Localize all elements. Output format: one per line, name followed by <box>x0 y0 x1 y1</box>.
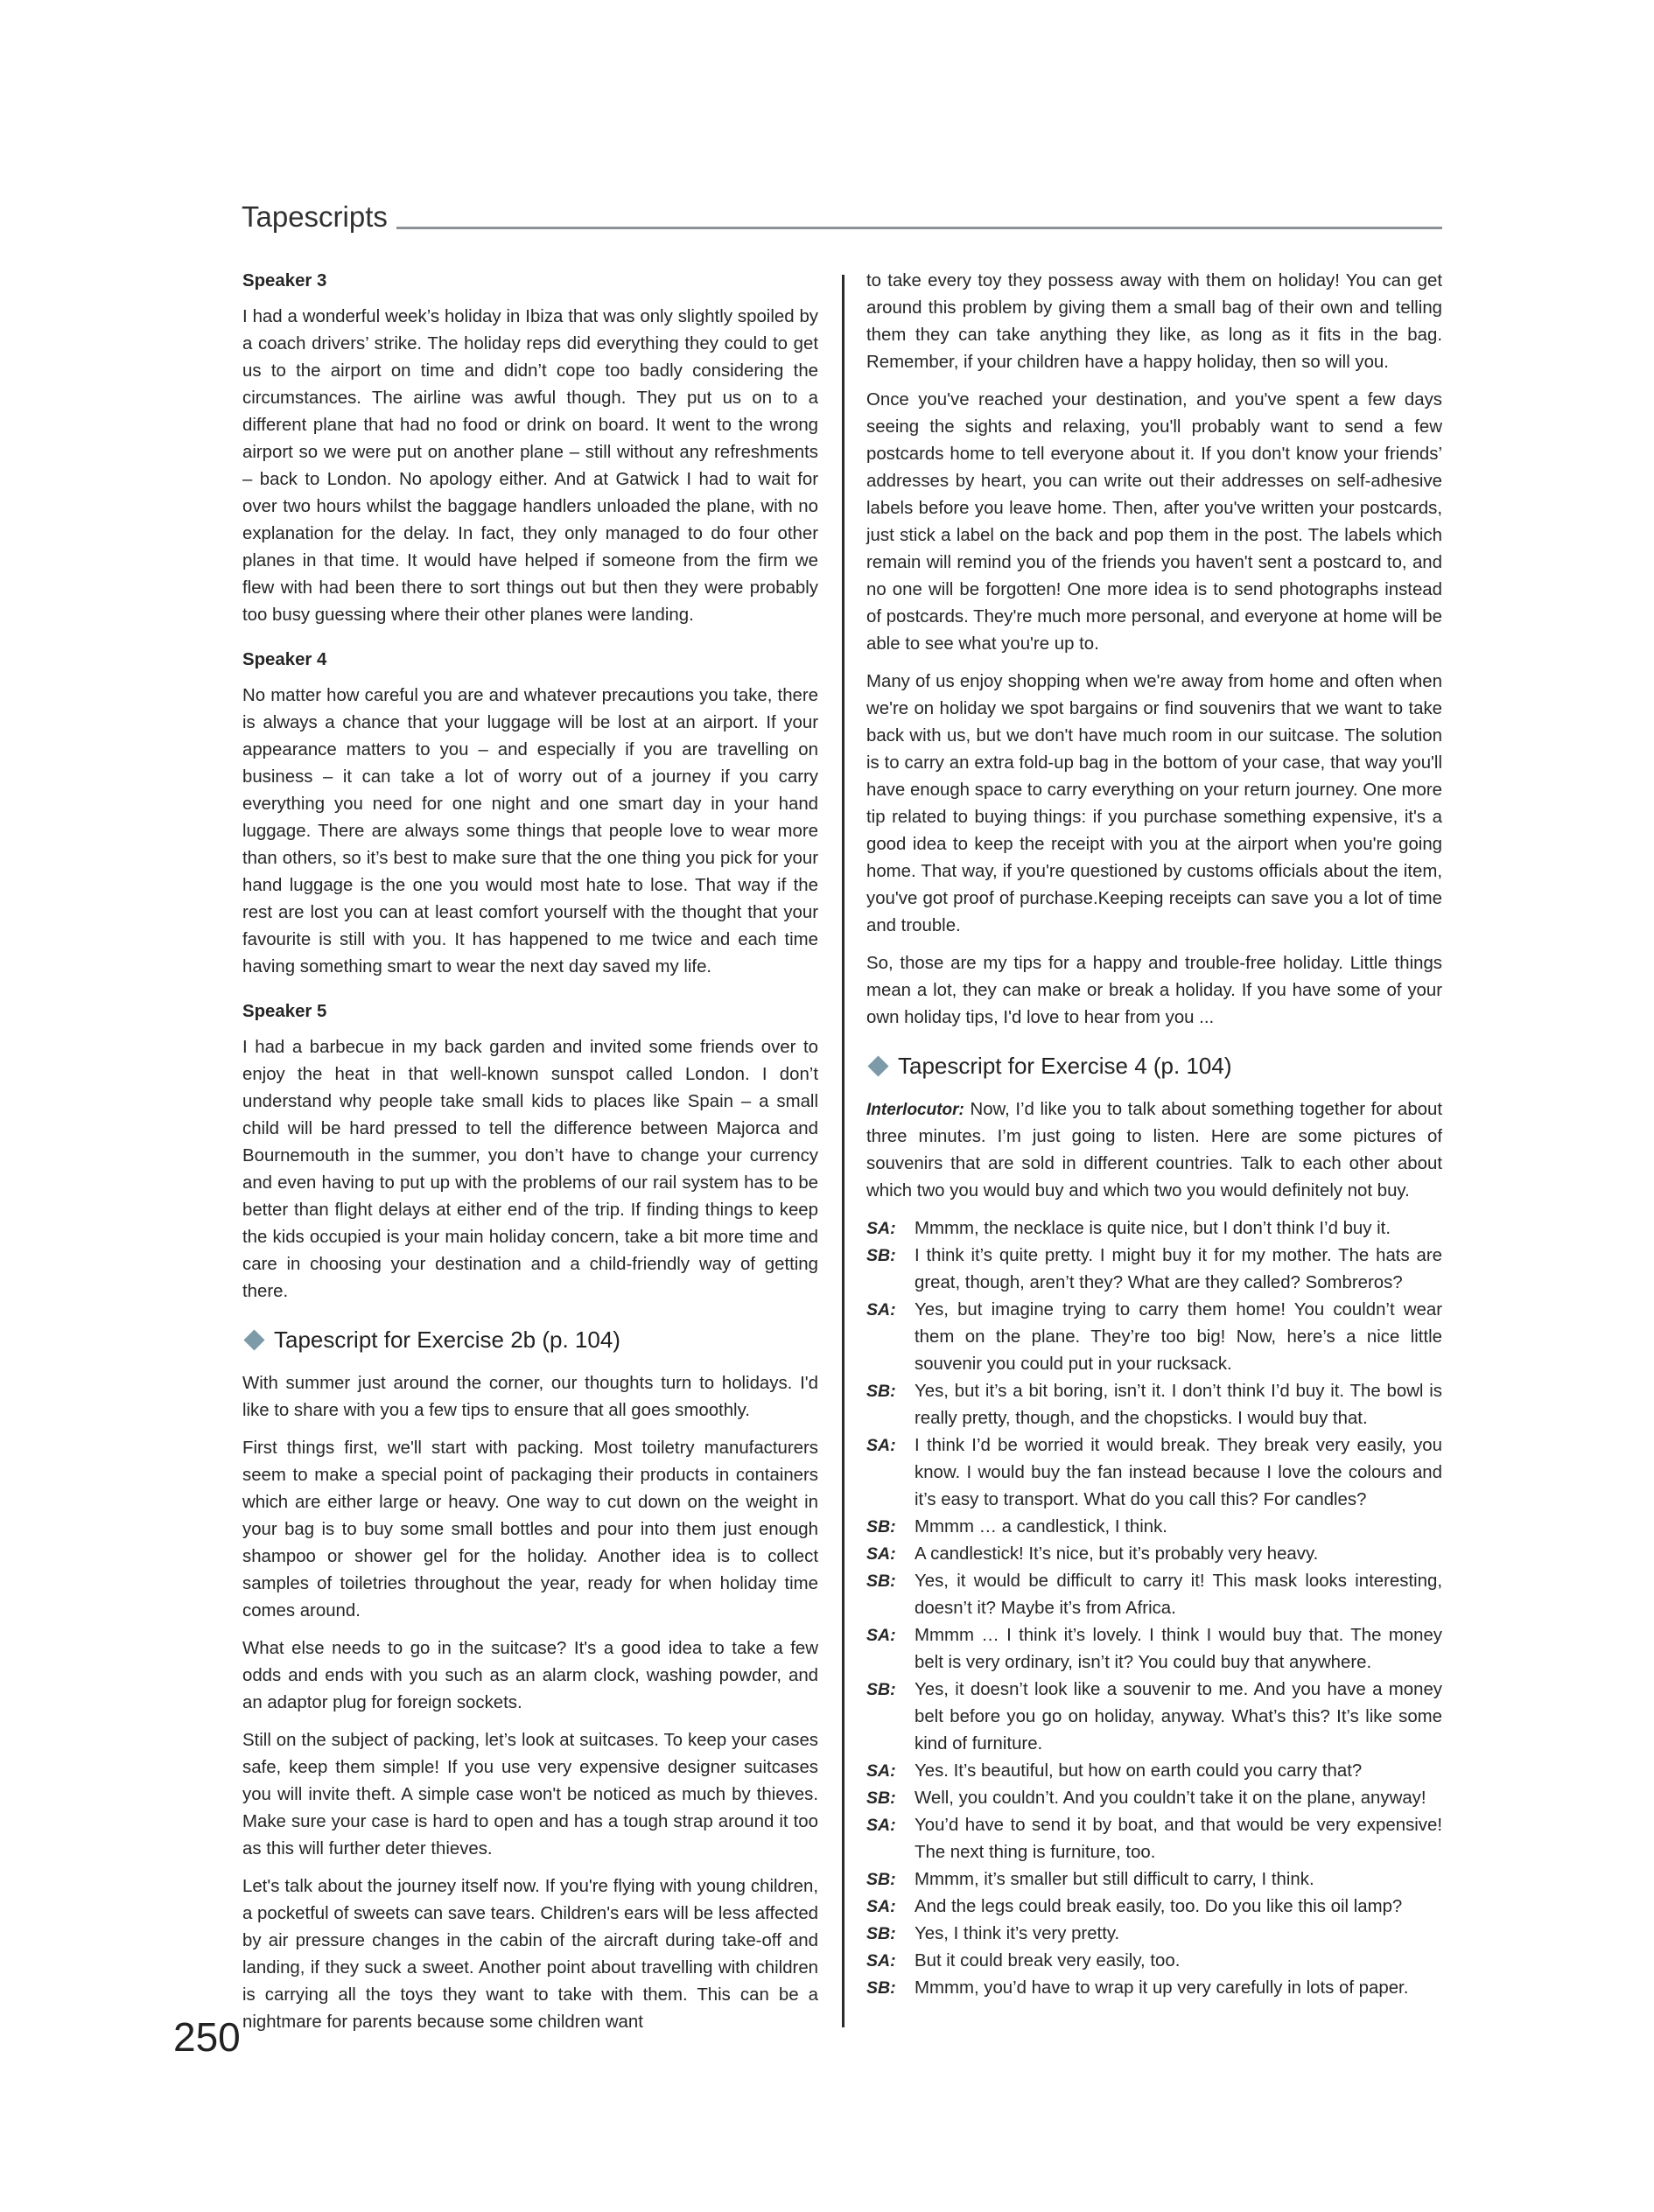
dialogue-text: Yes, but imagine trying to carry them home! You couldn’t wear them on the plane. They’re too big! Now, here’s a nice little souvenir you could put in your rucksack. <box>915 1300 1442 1374</box>
dialogue-text: Yes. It’s beautiful, but how on earth could you carry that? <box>915 1761 1363 1781</box>
dialogue-text: Mmmm … I think it’s lovely. I think I would buy that. The money belt is very ordinary, isn’t it? You could buy that anywhere. <box>915 1626 1442 1672</box>
dialogue-line <box>866 1758 1442 1785</box>
dialogue-speaker: SA: <box>866 1761 896 1781</box>
dialogue-text: Mmmm, the necklace is quite nice, but I don’t think I’d buy it. <box>915 1219 1391 1238</box>
dialogue-line <box>866 1242 1442 1297</box>
speaker-4-heading: Speaker 4 <box>242 650 327 669</box>
interlocutor-paragraph <box>866 1096 1442 1205</box>
dialogue-line <box>866 1948 1442 1975</box>
dialogue-line <box>866 1378 1442 1432</box>
dialogue-text: And the legs could break easily, too. Do you like this oil lamp? <box>915 1897 1403 1916</box>
dialogue-speaker: SB: <box>866 1382 896 1401</box>
dialogue-line <box>866 1541 1442 1568</box>
speaker-3-text: I had a wonderful week’s holiday in Ibiza that was only slightly spoiled by a coach drivers’ strike. The holiday reps did everything they could to get us to the airport on time and didn’t cope too badly considering the circumstances. The airline was awful though. They put us on to a different plane that had no food or drink on board. It went to the wrong airport so we were put on another plane – still without any refreshments – back to London. No apology either. And at Gatwick I had to wait for over two hours whilst the baggage handlers unloaded the plane, with no explanation for the delay. In fact, they only managed to do four other planes in that time. It would have helped if someone from the firm we flew with had been there to sort things out but then they were probably too busy guessing where their other planes were landing. <box>242 307 818 625</box>
dialogue-line <box>866 1975 1442 2002</box>
dialogue-line <box>866 1514 1442 1541</box>
dialogue-text: I think it’s quite pretty. I might buy it for my mother. The hats are great, though, aren’t they? What are they called? Sombreros? <box>915 1246 1442 1292</box>
dialogue-text: Yes, it doesn’t look like a souvenir to me. And you have a money belt before you go on holiday, anyway. What’s this? It’s like some kind of furniture. <box>915 1680 1442 1754</box>
diamond-bullet-icon <box>243 1329 264 1350</box>
dialogue-text: A candlestick! It’s nice, but it’s probably very heavy. <box>915 1544 1319 1564</box>
dialogue <box>866 1215 1442 2002</box>
dialogue-text: But it could break very easily, too. <box>915 1951 1181 1970</box>
exercise-2b-title: Tapescript for Exercise 2b (p. 104) <box>274 1326 620 1353</box>
dialogue-text: Yes, it would be difficult to carry it! This mask looks interesting, doesn’t it? Maybe it’s from Africa. <box>915 1572 1442 1618</box>
dialogue-speaker: SB: <box>866 1788 896 1808</box>
exercise-2b-paragraph: First things first, we'll start with packing. Most toiletry manufacturers seem to make a special point of packaging their products in containers which are either large or heavy. One way to cut down on the weight in your bag is to buy some small bottles and pour into them just enough shampoo or shower gel for the holiday. Another idea is to collect samples of toiletries throughout the year, ready for when holiday time comes around. <box>242 1438 818 1620</box>
dialogue-text: Mmmm … a candlestick, I think. <box>915 1517 1167 1536</box>
dialogue-line <box>866 1622 1442 1676</box>
dialogue-text: Mmmm, it’s smaller but still difficult to carry, I think. <box>915 1870 1314 1889</box>
dialogue-line <box>866 1568 1442 1622</box>
dialogue-speaker: SA: <box>866 1436 896 1455</box>
exercise-2b-continued-paragraph: to take every toy they possess away with them on holiday! You can get around this problem by giving them a small bag of their own and telling them they can take anything they like, as long as it fits in the bag. Remember, if your children have a happy holiday, then so will you. <box>866 271 1442 372</box>
dialogue-text: I think I’d be worried it would break. They break very easily, you know. I would buy the fan instead because I love the colours and it’s easy to transport. What do you call this? For candles? <box>915 1436 1442 1509</box>
dialogue-line <box>866 1297 1442 1378</box>
dialogue-speaker: SB: <box>866 1572 896 1591</box>
exercise-2b-paragraph: Let's talk about the journey itself now. If you're flying with young children, a pocketful of sweets can save tears. Children's ears will be less affected by air pressure changes in the cabin of the aircraft during take-off and landing, if they suck a sweet. Another point about travelling with children is carrying all the toys they want to take with them. This can be a nightmare for parents because some children want <box>242 1877 818 2032</box>
dialogue-line <box>866 1785 1442 1812</box>
dialogue-speaker: SB: <box>866 1517 896 1536</box>
page-title: Tapescripts <box>242 200 396 234</box>
dialogue-speaker: SA: <box>866 1219 896 1238</box>
page-header <box>242 194 1442 234</box>
dialogue-speaker: SA: <box>866 1951 896 1970</box>
dialogue-text: Yes, I think it’s very pretty. <box>915 1924 1120 1943</box>
dialogue-text: Well, you couldn’t. And you couldn’t take it on the plane, anyway! <box>915 1788 1426 1808</box>
dialogue-speaker: SB: <box>866 1870 896 1889</box>
exercise-2b-paragraph: With summer just around the corner, our thoughts turn to holidays. I'd like to share with you a few tips to ensure that all goes smoothly. <box>242 1374 818 1420</box>
dialogue-speaker: SA: <box>866 1300 896 1320</box>
left-column <box>242 268 818 2047</box>
exercise-2b-heading <box>242 1325 818 1354</box>
exercise-2b-continued-paragraph: So, those are my tips for a happy and trouble-free holiday. Little things mean a lot, they can make or break a holiday. If you have some of your own holiday tips, I'd love to hear from you ... <box>866 954 1442 1027</box>
exercise-2b-continued-paragraph: Many of us enjoy shopping when we're away from home and often when we're on holiday we spot bargains or find souvenirs that we want to take back with us, but we don't have much room in our suitcase. The solution is to carry an extra fold-up bag in the bottom of your case, that way you'll have enough space to carry everything on your return journey. One more tip related to buying things: if you purchase something expensive, it's a good idea to keep the receipt with you at the airport when you're going home. That way, if you're questioned by customs officials about the item, you've got proof of purchase.Keeping receipts can save you a lot of time and trouble. <box>866 672 1442 935</box>
dialogue-line <box>866 1812 1442 1866</box>
dialogue-speaker: SB: <box>866 1246 896 1265</box>
exercise-2b-paragraph: Still on the subject of packing, let’s look at suitcases. To keep your cases safe, keep them simple! If you use very expensive designer suitcases you will invite theft. A simple case won't be noticed as much by thieves. Make sure your case is hard to open and has a tough strap around it too as this will further deter thieves. <box>242 1731 818 1858</box>
page-number: 250 <box>173 2014 241 2060</box>
dialogue-line <box>866 1215 1442 1242</box>
dialogue-speaker: SB: <box>866 1680 896 1699</box>
dialogue-text: Yes, but it’s a bit boring, isn’t it. I don’t think I’d buy it. The bowl is really pretty, though, and the chopsticks. I would buy that. <box>915 1382 1442 1428</box>
exercise-2b-continued-paragraph: Once you've reached your destination, and you've spent a few days seeing the sights and relaxing, you'll probably want to send a few postcards home to tell everyone about it. If you don't know your friends’ addresses by heart, you can write out their addresses on self-adhesive labels before you leave home. Then, after you've written your postcards, just stick a label on the back and pop them in the post. The labels which remain will remind you of the friends you haven't sent a postcard to, and no one will be forgotten! One more idea is to send photographs instead of postcards. They're much more personal, and everyone at home will be able to see what you're up to. <box>866 390 1442 654</box>
dialogue-speaker: SA: <box>866 1897 896 1916</box>
dialogue-line <box>866 1894 1442 1921</box>
dialogue-speaker: SA: <box>866 1544 896 1564</box>
dialogue-speaker: SA: <box>866 1626 896 1645</box>
right-column <box>866 268 1442 2002</box>
dialogue-text: Mmmm, you’d have to wrap it up very carefully in lots of paper. <box>915 1978 1409 1998</box>
dialogue-speaker: SB: <box>866 1924 896 1943</box>
dialogue-line <box>866 1676 1442 1758</box>
diamond-bullet-icon <box>867 1055 888 1076</box>
interlocutor-text: Now, I’d like you to talk about something together for about three minutes. I’m just going to listen. Here are some pictures of souvenirs that are sold in different countries. Talk to each other about which two you would buy and which two you would definitely not buy. <box>866 1100 1442 1200</box>
dialogue-speaker: SB: <box>866 1978 896 1998</box>
exercise-4-heading <box>866 1051 1442 1081</box>
speaker-5-heading: Speaker 5 <box>242 1002 327 1021</box>
exercise-2b-paragraph: What else needs to go in the suitcase? It's a good idea to take a few odds and ends with you such as an alarm clock, washing powder, and an adaptor plug for foreign sockets. <box>242 1639 818 1712</box>
dialogue-line <box>866 1866 1442 1894</box>
dialogue-line <box>866 1921 1442 1948</box>
interlocutor-label: Interlocutor: <box>866 1101 964 1119</box>
dialogue-speaker: SA: <box>866 1816 896 1835</box>
column-divider <box>842 275 845 2027</box>
speaker-4-text: No matter how careful you are and whatever precautions you take, there is always a chance that your luggage will be lost at an airport. If your appearance matters to you – and especially if you are travelling on business – it can take a lot of worry out of a journey if you carry everything you need for one night and one smart day in your hand luggage. There are always some things that people love to wear more than others, so it’s best to make sure that the one thing you pick for your hand luggage is the one you would most hate to lose. That way if the rest are lost you can at least comfort yourself with the thought that your favourite is still with you. It has happened to me twice and each time having something smart to wear the next day saved my life. <box>242 686 818 976</box>
dialogue-line <box>866 1432 1442 1514</box>
header-rule <box>242 227 1442 229</box>
exercise-4-title: Tapescript for Exercise 4 (p. 104) <box>898 1053 1232 1079</box>
speaker-3-heading: Speaker 3 <box>242 271 327 290</box>
dialogue-text: You’d have to send it by boat, and that would be very expensive! The next thing is furniture, too. <box>915 1816 1442 1862</box>
speaker-5-text: I had a barbecue in my back garden and invited some friends over to enjoy the heat in that well-known sunspot called London. I don’t understand why people take small kids to places like Spain – a small child will be hard pressed to tell the difference between Majorca and Bournemouth in the summer, you don’t have to change your currency and even having to put up with the problems of our rail system has to be better than flight delays at either end of the trip. If finding things to keep the kids occupied is your main holiday concern, take a bit more time and care in choosing your destination and a child-friendly way of getting there. <box>242 1038 818 1301</box>
